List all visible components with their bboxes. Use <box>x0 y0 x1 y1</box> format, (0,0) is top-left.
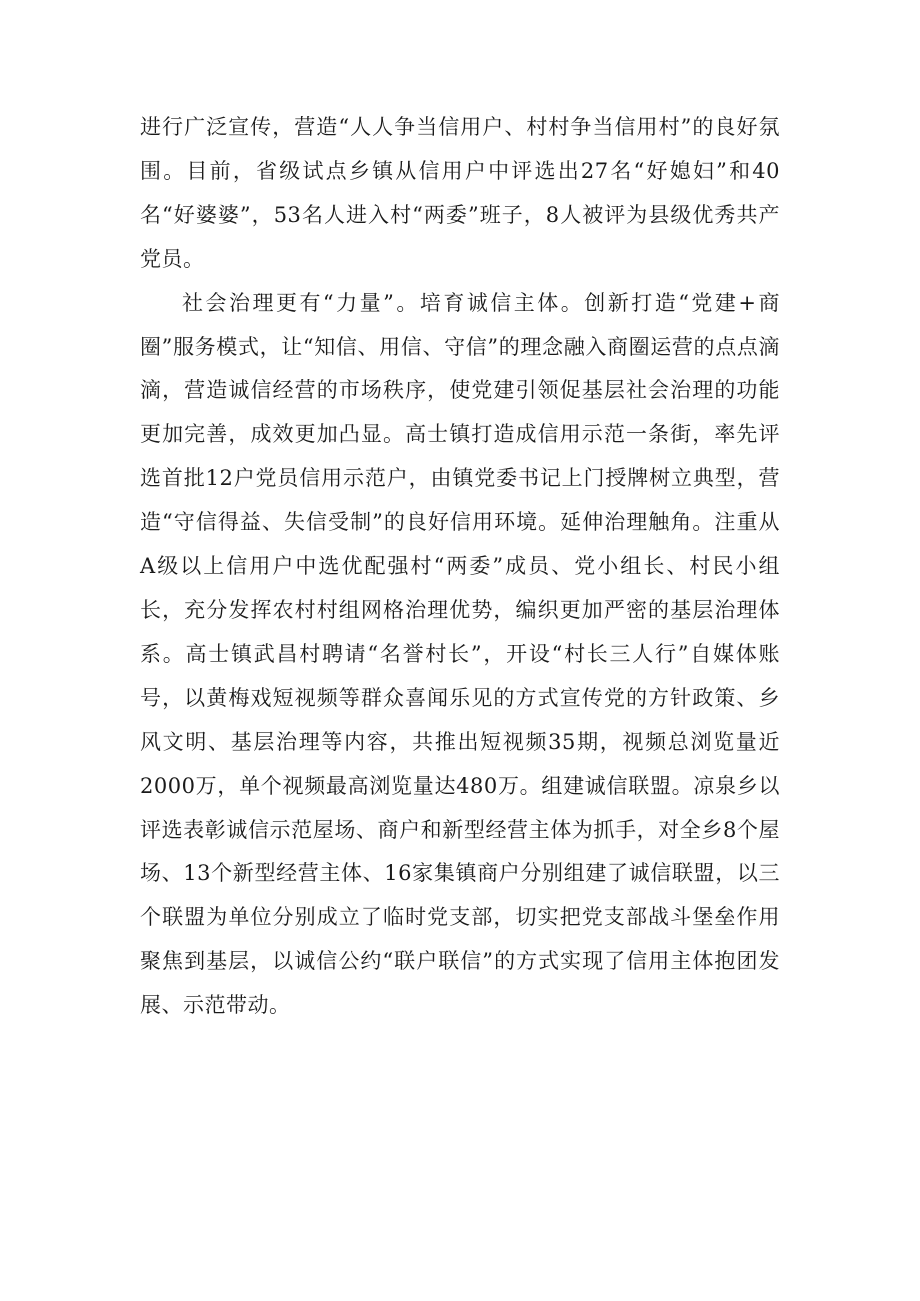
paragraph-1: 进行广泛宣传，营造“人人争当信用户、村村争当信用村”的良好氛围。目前，省级试点乡镇从信用户中评选出27名“好媳妇”和40名“好婆婆”，53名人进入村“两委”班子，8人被评为县级优秀共产党员。 <box>140 115 780 271</box>
document-body <box>140 106 780 1028</box>
paragraph-2: 社会治理更有“力量”。培育诚信主体。创新打造“党建+商圈”服务模式，让“知信、用信、守信”的理念融入商圈运营的点点滴滴，营造诚信经营的市场秩序，使党建引领促基层社会治理的功能更加完善，成效更加凸显。高士镇打造成信用示范一条街，率先评选首批12户党员信用示范户，由镇党委书记上门授牌树立典型，营造“守信得益、失信受制”的良好信用环境。延伸治理触角。注重从A级以上信用户中选优配强村“两委”成员、党小组长、村民小组长，充分发挥农村村组网格治理优势，编织更加严密的基层治理体系。高士镇武昌村聘请“名誉村长”，开设“村长三人行”自媒体账号，以黄梅戏短视频等群众喜闻乐见的方式宣传党的方针政策、乡风文明、基层治理等内容，共推出短视频35期，视频总浏览量近2000万，单个视频最高浏览量达480万。组建诚信联盟。凉泉乡以评选表彰诚信示范屋场、商户和新型经营主体为抓手，对全乡8个屋场、13个新型经营主体、16家集镇商户分别组建了诚信联盟，以三个联盟为单位分别成立了临时党支部，切实把党支部战斗堡垒作用聚焦到基层，以诚信公约“联户联信”的方式实现了信用主体抱团发展、示范带动。 <box>140 290 780 1018</box>
